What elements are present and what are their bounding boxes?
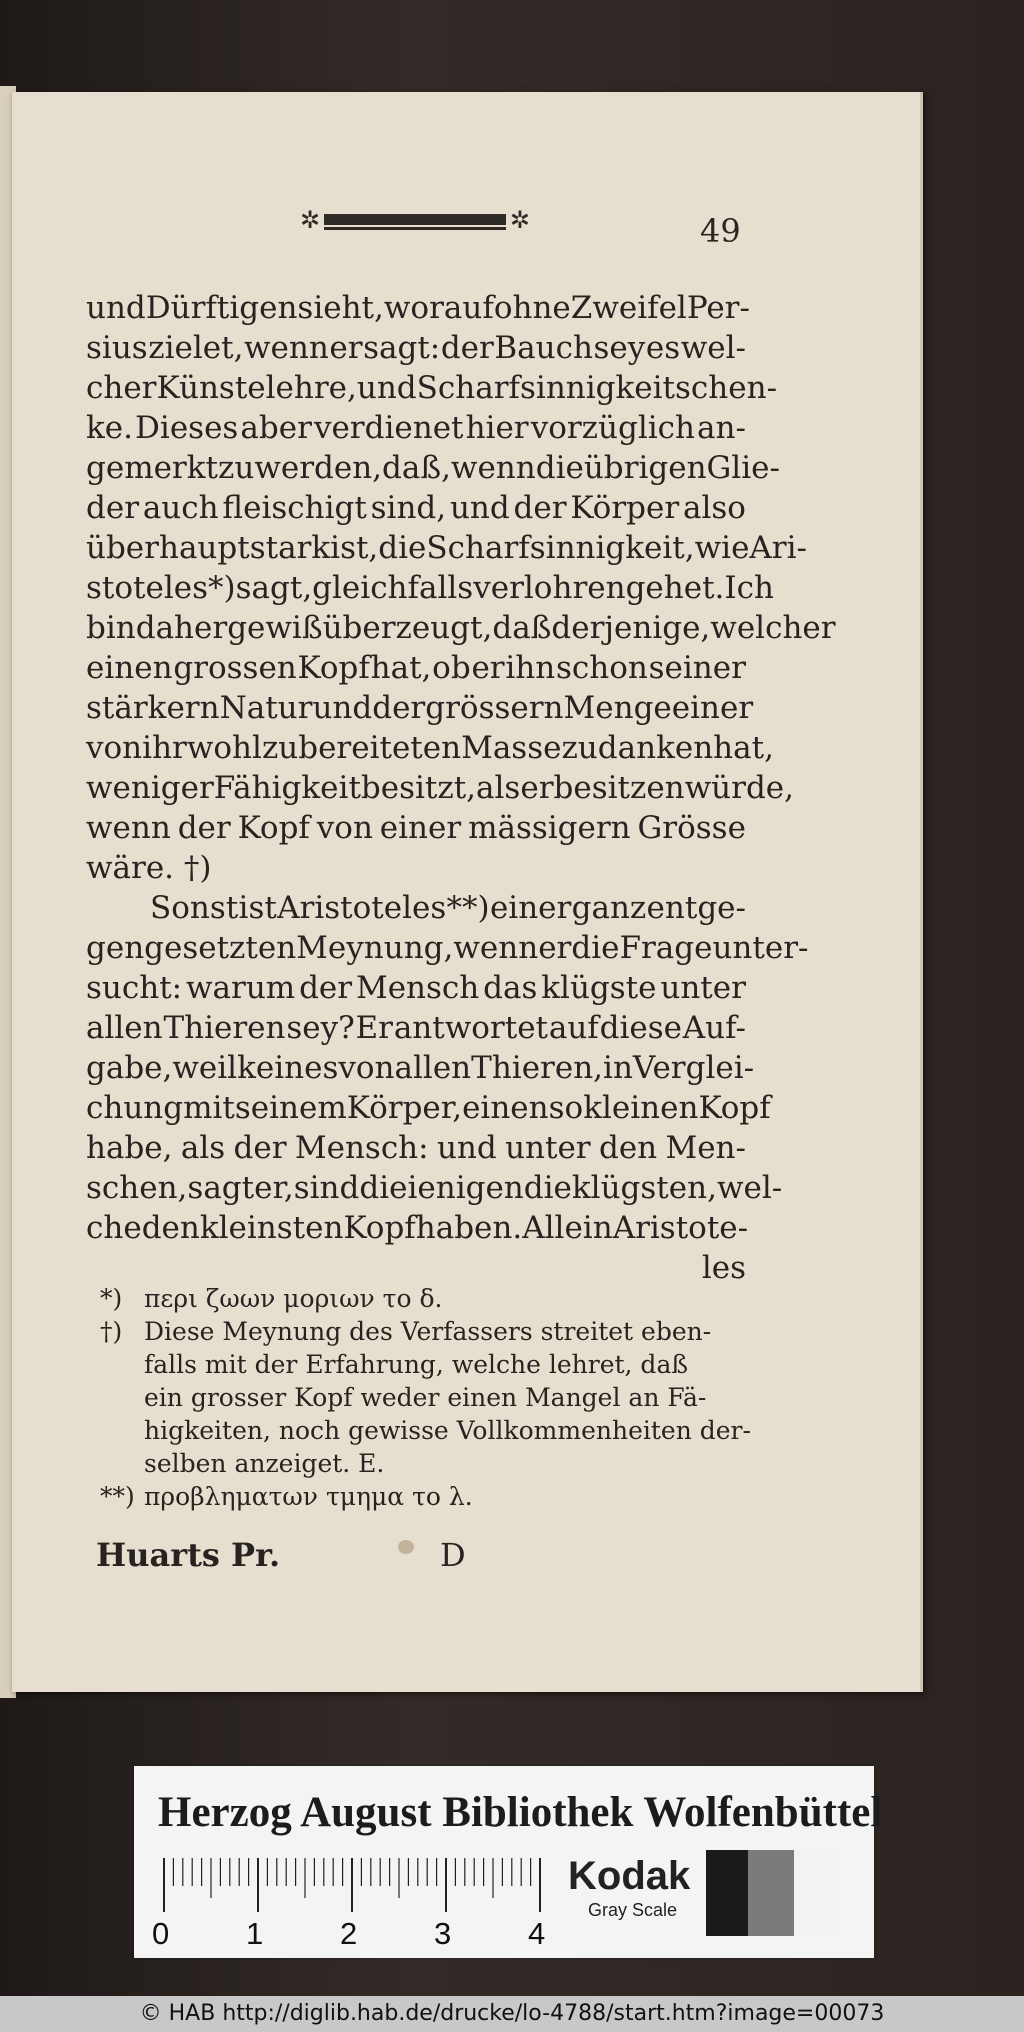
text-line: gabe, weil keines von allen Thieren, in Verglei- <box>86 1050 755 1086</box>
footnote-line <box>100 1414 750 1447</box>
card-title: Herzog August Bibliothek Wolfenbüttel <box>158 1789 883 1836</box>
header-ornament <box>300 208 530 232</box>
footnote-text: selben anzeiget. E. <box>144 1449 385 1478</box>
text-line: sius zielet, wenn er sagt: der Bauch sey es wel- <box>86 330 746 366</box>
footnote-line <box>100 1348 750 1381</box>
footnote-mark: †) <box>100 1317 123 1346</box>
text-line: sucht: warum der Mensch das klügste unter <box>86 970 746 1006</box>
ornament-rule <box>324 214 506 227</box>
footnote-text: higkeiten, noch gewisse Vollkommenheiten der- <box>144 1416 751 1445</box>
footnote-line <box>100 1315 750 1348</box>
text-line: der auch fleischigt sind, und der Körper also <box>86 490 746 526</box>
footnote-text: Diese Meynung des Verfassers streitet eben- <box>144 1317 712 1346</box>
text-line: che den kleinsten Kopf haben. Allein Aristote- <box>86 1210 749 1246</box>
text-line: überhaupt stark ist, die Scharfsinnigkeit, wie Ari- <box>86 530 808 566</box>
text-line: chung mit seinem Körper, einen so kleinen Kopf <box>86 1090 771 1126</box>
text-line: allen Thieren sey? Er antwortet auf diese Auf- <box>86 1010 746 1046</box>
text-line: stärkern Natur und der grössern Menge einer <box>86 690 754 726</box>
text-line: schen, sagt er, sind dieienigen die klügsten, wel- <box>86 1170 783 1206</box>
signature-letter: D <box>440 1536 466 1574</box>
text-line: wäre. †) <box>86 850 212 886</box>
footnote-mark: **) <box>100 1482 135 1511</box>
ornament-star-icon: ✲ <box>509 206 530 234</box>
text-line: ke. Dieses aber verdienet hier vorzüglich an- <box>86 410 746 446</box>
body-text <box>86 288 836 1288</box>
text-line: gemerkt zu werden, daß, wenn die übrigen Glie- <box>86 450 780 486</box>
ruler-scale <box>160 1858 554 1912</box>
text-line: gengesetzten Meynung, wenn er die Frage unter- <box>86 930 809 966</box>
color-calibration-card <box>134 1766 883 1958</box>
ornament-star-icon: ✲ <box>300 206 321 234</box>
footnotes <box>100 1282 750 1513</box>
signature-mark: Huarts Pr. <box>96 1536 281 1574</box>
gray-swatch <box>794 1850 838 1936</box>
kodak-logo: Kodak <box>568 1854 691 1898</box>
footnote-line <box>100 1381 750 1414</box>
ruler-number: 0 <box>152 1916 170 1951</box>
footnote-text: falls mit der Erfahrung, welche lehret, daß <box>144 1350 689 1379</box>
text-line: Sonst ist Aristoteles **) einer ganz entge- <box>150 890 746 926</box>
text-line: cher Künste lehre, und Scharfsinnigkeit schen- <box>86 370 778 406</box>
ruler-number: 2 <box>340 1916 358 1951</box>
text-line: weniger Fähigkeit besitzt, als er besitzen würde, <box>86 770 795 806</box>
ruler-numbers <box>152 1916 572 1952</box>
footnote-text: περι ζωων μοριων το δ. <box>144 1284 443 1313</box>
footnote-mark: *) <box>100 1284 123 1313</box>
ruler-number: 3 <box>434 1916 452 1951</box>
text-line: wenn der Kopf von einer mässigern Grösse <box>86 810 746 846</box>
text-line: bin daher gewiß überzeugt, daß derjenige, welcher <box>86 610 836 646</box>
gray-swatch <box>706 1850 748 1936</box>
ruler-number: 1 <box>246 1916 264 1951</box>
footnote-text: προβληματων τμημα το λ. <box>144 1482 473 1511</box>
text-line: les <box>701 1250 746 1286</box>
text-line: habe, als der Mensch: und unter den Men- <box>86 1130 746 1166</box>
copyright-footer: © HAB http://diglib.hab.de/drucke/lo-4788/start.htm?image=00073 <box>0 1996 1024 2032</box>
footnote-line <box>100 1480 750 1513</box>
text-line: stoteles *) sagt, gleichfalls verlohren gehet. Ich <box>86 570 774 606</box>
page-number: 49 <box>700 212 741 250</box>
gray-swatch <box>748 1850 794 1936</box>
gray-scale-label: Gray Scale <box>588 1900 678 1920</box>
paper-stain <box>398 1540 414 1554</box>
footnote-text: ein grosser Kopf weder einen Mangel an Fä- <box>144 1383 707 1412</box>
ruler-number: 4 <box>528 1916 546 1951</box>
text-line: einen grossen Kopf hat, ob er ihn schon seiner <box>86 650 746 686</box>
text-line: von ihr wohl zubereiteten Masse zu danken hat, <box>86 730 774 766</box>
text-line: und Dürftigen sieht, worauf ohne Zweifel Per- <box>86 290 750 326</box>
footnote-line <box>100 1282 750 1315</box>
footnote-line <box>100 1447 750 1480</box>
